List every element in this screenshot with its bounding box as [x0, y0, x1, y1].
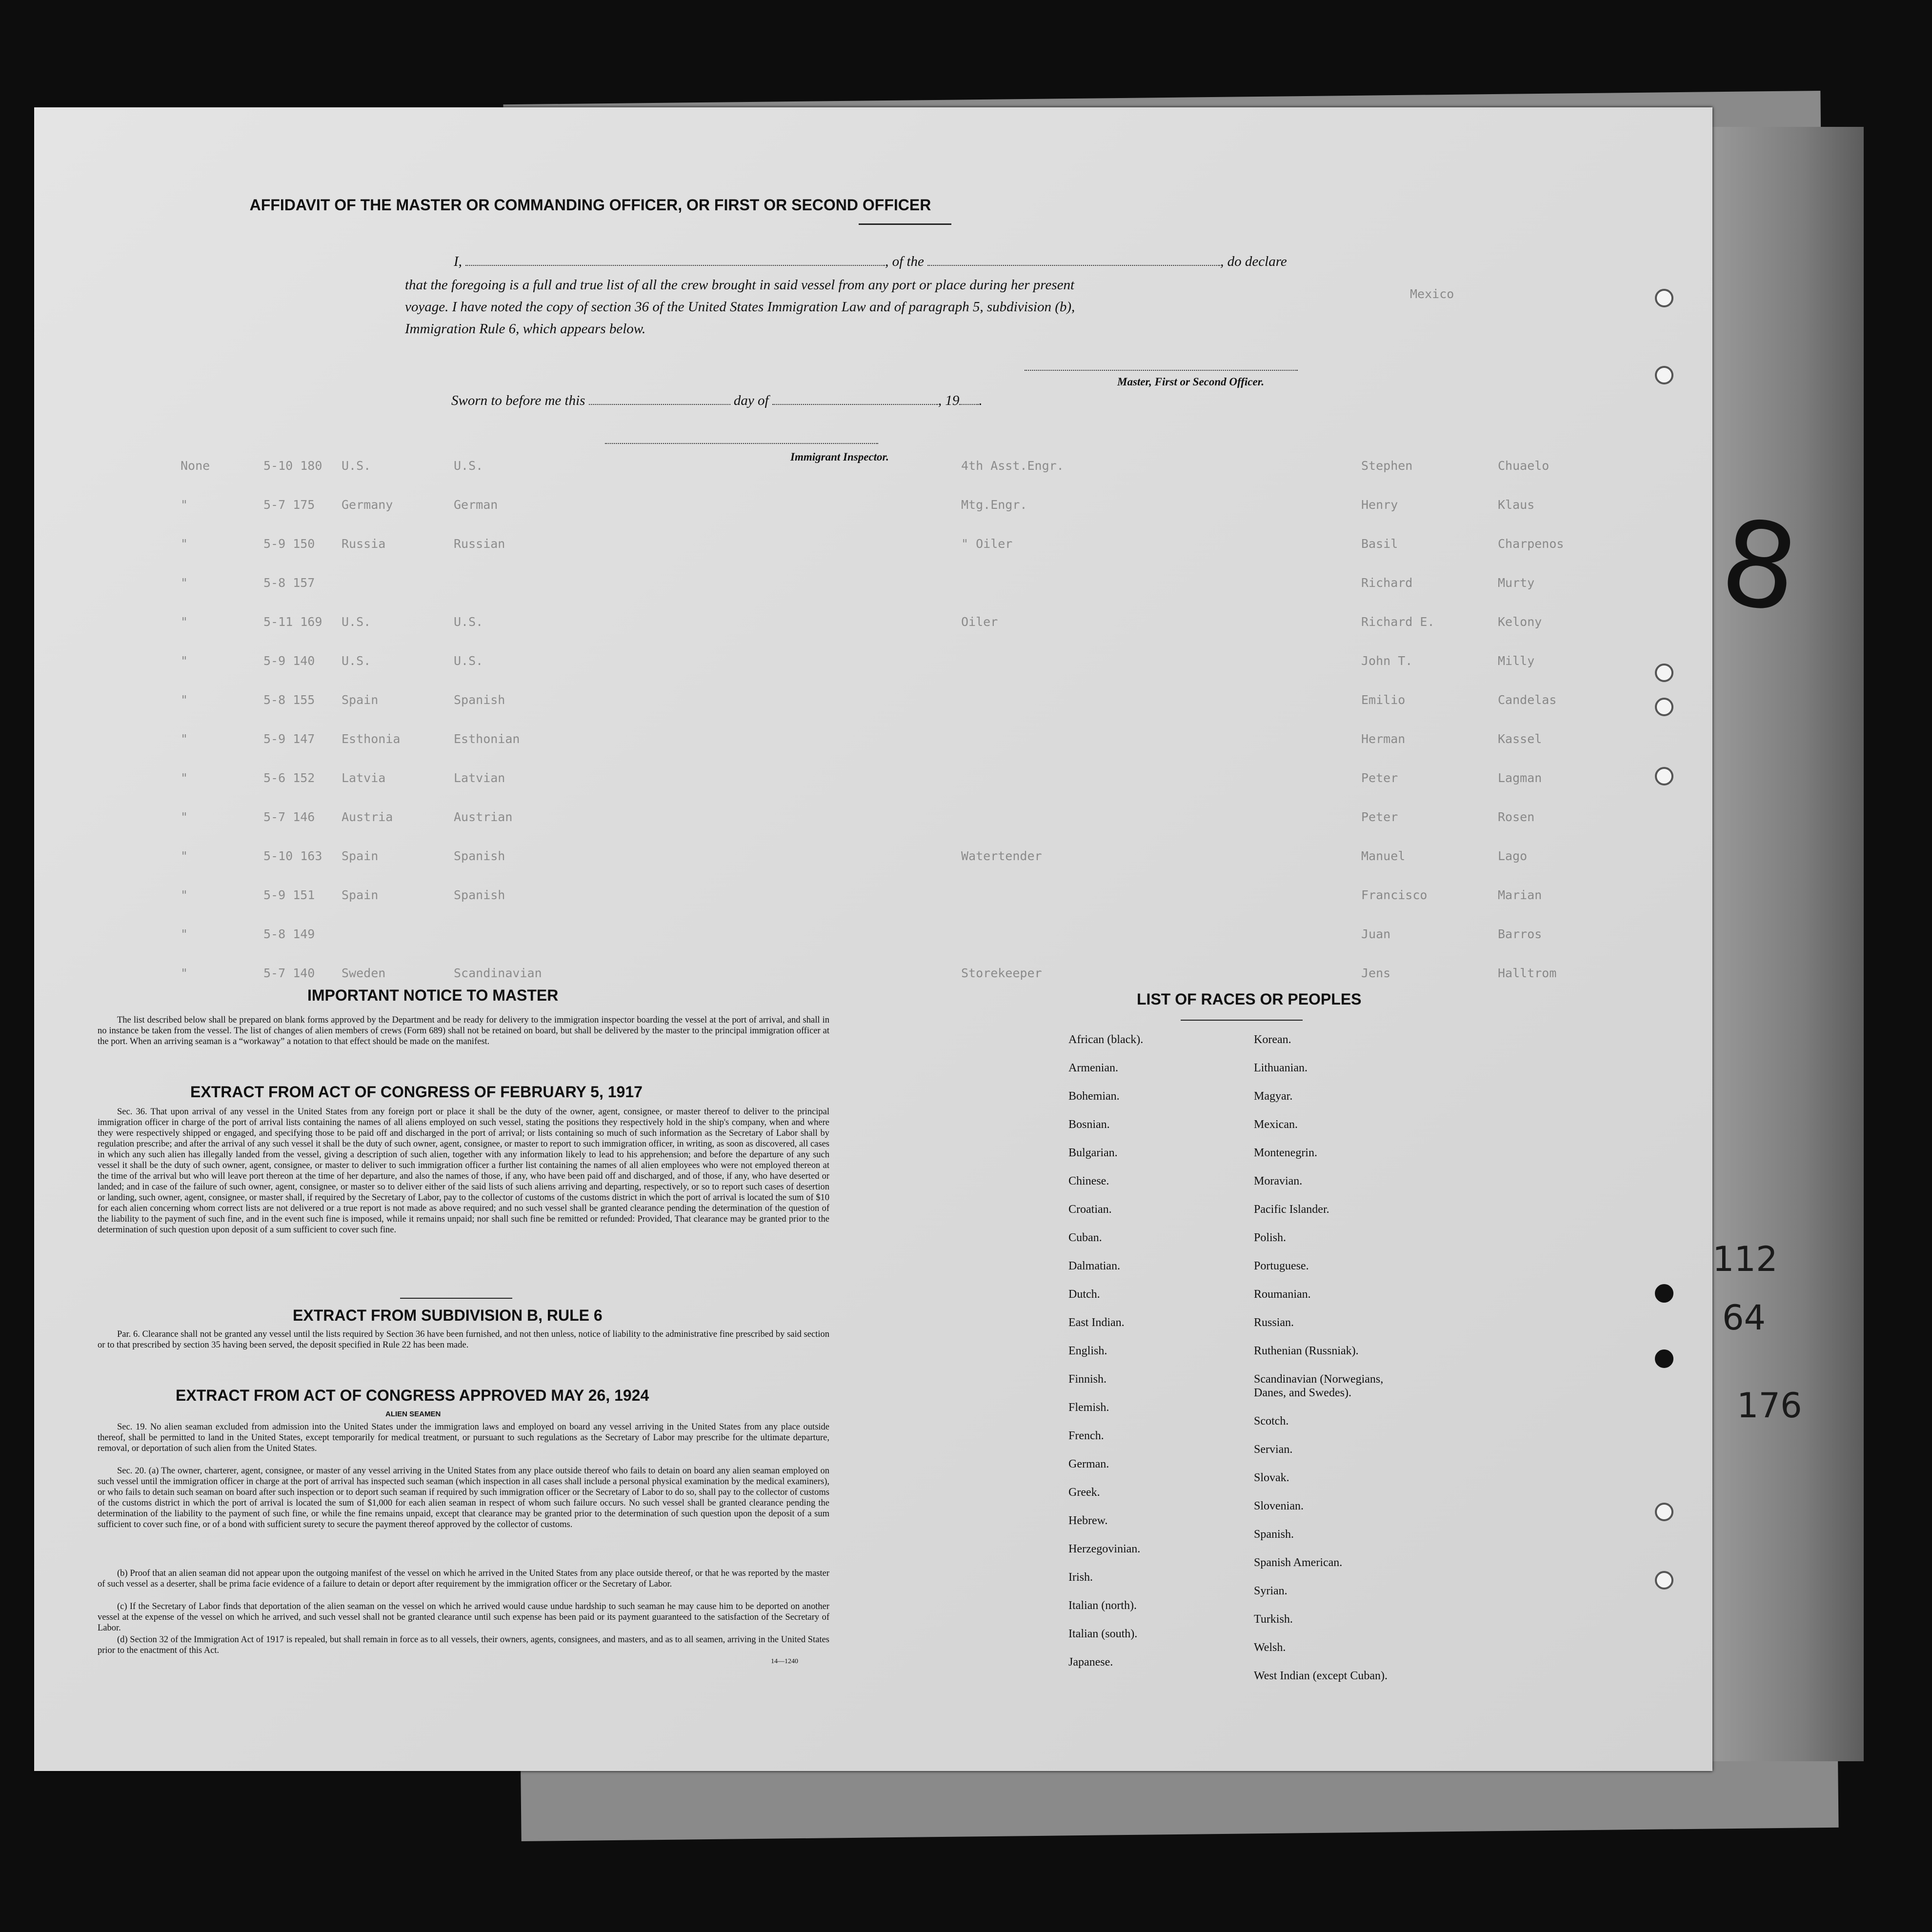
ghost-crew-cell: Barros — [1498, 927, 1542, 941]
ghost-crew-cell: 5-7 175 — [263, 498, 315, 512]
ghost-crew-cell: Spanish — [454, 693, 505, 707]
ghost-crew-cell: Scandinavian — [454, 966, 542, 980]
act-1924-title: EXTRACT FROM ACT OF CONGRESS APPROVED MAY 26, 1924 — [176, 1387, 649, 1404]
act-1924-subtitle: ALIEN SEAMEN — [385, 1410, 441, 1418]
ghost-crew-row — [181, 810, 1595, 829]
ghost-crew-cell: " — [181, 966, 188, 980]
ghost-crew-cell: Francisco — [1361, 888, 1428, 902]
binder-hole — [1655, 1349, 1673, 1368]
act-1917-title: EXTRACT FROM ACT OF CONGRESS OF FEBRUARY 5, 1917 — [190, 1083, 643, 1101]
race-entry: Ruthenian (Russniak). — [1254, 1345, 1359, 1357]
ghost-crew-cell: 5-11 169 — [263, 615, 322, 629]
ghost-crew-cell: Latvian — [454, 771, 505, 785]
handwritten-number: 8 — [1713, 493, 1806, 639]
month-blank — [772, 404, 938, 405]
ghost-crew-cell: 5-8 155 — [263, 693, 315, 707]
master-signature-blank — [1025, 370, 1298, 371]
ghost-crew-cell: Halltrom — [1498, 966, 1557, 980]
ghost-crew-cell: Rosen — [1498, 810, 1535, 824]
ghost-crew-cell: " — [181, 693, 188, 707]
race-entry: Korean. — [1254, 1033, 1291, 1046]
races-right-column — [1254, 1033, 1388, 1698]
ghost-crew-cell: Germany — [342, 498, 393, 512]
binder-hole — [1655, 1571, 1673, 1590]
ghost-crew-cell: U.S. — [342, 459, 371, 473]
ghost-crew-cell: Charpenos — [1498, 537, 1564, 551]
race-entry: Servian. — [1254, 1443, 1293, 1456]
ghost-crew-row — [181, 849, 1595, 868]
ghost-crew-cell: 5-9 150 — [263, 537, 315, 551]
margin-tally-2: 64 — [1722, 1298, 1766, 1338]
race-entry: Croatian. — [1068, 1203, 1112, 1216]
race-entry: Syrian. — [1254, 1585, 1288, 1597]
race-entry: Spanish. — [1254, 1528, 1294, 1541]
ghost-crew-cell: 5-7 140 — [263, 966, 315, 980]
ghost-crew-cell: " — [181, 537, 188, 551]
ghost-crew-cell: Peter — [1361, 771, 1398, 785]
race-entry: Slovenian. — [1254, 1500, 1304, 1512]
ghost-crew-row — [181, 576, 1595, 595]
race-entry: Irish. — [1068, 1571, 1093, 1584]
ghost-crew-cell: Jens — [1361, 966, 1391, 980]
ghost-crew-cell: Spain — [342, 849, 379, 863]
ghost-crew-cell: " — [181, 576, 188, 590]
inspector-signature-blank — [605, 443, 878, 444]
races-left-column — [1068, 1033, 1143, 1684]
ghost-crew-cell: Lago — [1498, 849, 1528, 863]
ghost-crew-row — [181, 888, 1595, 907]
race-entry: Chinese. — [1068, 1175, 1109, 1187]
binder-hole — [1655, 1503, 1673, 1521]
ghost-crew-cell: Candelas — [1498, 693, 1557, 707]
ghost-crew-cell: Oiler — [961, 615, 998, 629]
ghost-crew-row — [181, 927, 1595, 946]
ghost-crew-cell: Storekeeper — [961, 966, 1042, 980]
race-entry: Italian (north). — [1068, 1599, 1137, 1612]
ghost-crew-cell: Richard E. — [1361, 615, 1435, 629]
ghost-crew-cell: " — [181, 810, 188, 824]
race-entry: Portuguese. — [1254, 1260, 1309, 1272]
race-entry: Russian. — [1254, 1316, 1294, 1329]
race-entry: Danes, and Swedes). — [1254, 1387, 1351, 1399]
margin-tally-1: 112 — [1712, 1239, 1778, 1279]
race-entry: Scotch. — [1254, 1415, 1289, 1428]
ghost-crew-cell: None — [181, 459, 210, 473]
ghost-crew-cell: Stephen — [1361, 459, 1413, 473]
sworn-text: Sworn to before me this — [451, 393, 585, 408]
race-entry: Mexican. — [1254, 1118, 1298, 1131]
race-entry: Dalmatian. — [1068, 1260, 1120, 1272]
race-entry: Montenegrin. — [1254, 1147, 1317, 1159]
race-entry: French. — [1068, 1429, 1104, 1442]
ghost-crew-cell: Spanish — [454, 888, 505, 902]
affidavit-line-4: Immigration Rule 6, which appears below. — [405, 321, 646, 337]
notice-text: The list described below shall be prepared on blank forms approved by the Department and be ready for delivery to the immigration inspector boarding the vessel at the port of arrival, and shall in no instance be taken from the vessel. The list of changes of alien members of crews (Form 689) shall not be retained on board, but shall be delivered by the master to the principal immigration officer at the port. When an arriving seaman is a “workaway” a notation to that effect should be made on the manifest. — [98, 1015, 829, 1046]
ghost-crew-cell: U.S. — [342, 615, 371, 629]
ghost-crew-cell: 5-9 147 — [263, 732, 315, 746]
ghost-crew-cell: Klaus — [1498, 498, 1535, 512]
rule6-text: Par. 6. Clearance shall not be granted any vessel until the lists required by Section 36 have been furnished, and not then unless, notice of liability to the administrative fine prescribed by said section or to that prescribed by section 35 having been served, the deposit specified in Rule 22 has been made. — [98, 1329, 829, 1350]
ghost-crew-cell: Austrian — [454, 810, 513, 824]
act-1924-sec20c: (c) If the Secretary of Labor finds that deportation of the alien seaman on the vessel on which he arrived would cause undue hardship to such seaman he may cause him to be deported on another vessel at the expense of the vessel on which he arrived, and such vessel shall not be granted clearance until such expense has been paid or its payment guaranteed to the satisfaction of the Secretary of Labor. — [98, 1602, 829, 1633]
ghost-crew-cell: Chuaelo — [1498, 459, 1550, 473]
affidavit-line-2: that the foregoing is a full and true list of all the crew brought in said vessel from any port or place during her present — [405, 277, 1075, 293]
ghost-crew-cell: " — [181, 927, 188, 941]
race-entry: Greek. — [1068, 1486, 1100, 1499]
ghost-crew-cell: 4th Asst.Engr. — [961, 459, 1064, 473]
ghost-crew-cell: German — [454, 498, 498, 512]
ghost-crew-cell: Watertender — [961, 849, 1042, 863]
affidavit-title: AFFIDAVIT OF THE MASTER OR COMMANDING OFFICER, OR FIRST OR SECOND OFFICER — [249, 196, 931, 214]
act-1917-rule — [400, 1298, 512, 1299]
ghost-crew-cell: U.S. — [454, 654, 483, 668]
binder-hole — [1655, 698, 1673, 716]
race-entry: Hebrew. — [1068, 1514, 1108, 1527]
ghost-crew-row — [181, 654, 1595, 673]
ghost-crew-cell: Peter — [1361, 810, 1398, 824]
ghost-crew-cell: Herman — [1361, 732, 1406, 746]
ghost-crew-cell: Juan — [1361, 927, 1391, 941]
race-entry: Magyar. — [1254, 1090, 1293, 1103]
ghost-crew-cell: Spanish — [454, 849, 505, 863]
race-entry: Bohemian. — [1068, 1090, 1120, 1103]
ghost-crew-cell: Latvia — [342, 771, 386, 785]
race-entry: Flemish. — [1068, 1401, 1109, 1414]
ghost-crew-cell: Kassel — [1498, 732, 1542, 746]
affidavit-of-the: , of the — [885, 254, 924, 269]
act-1924-sec20b: (b) Proof that an alien seaman did not appear upon the outgoing manifest of the vessel on which he arrived in the United States from any place outside thereof, or that he was reported by the master of such vessel as a deserter, shall be prima facie evidence of a failure to detain or deport after requirement by the immigration officer or the Secretary of Labor. — [98, 1569, 829, 1589]
ghost-crew-cell: Murty — [1498, 576, 1535, 590]
ghost-crew-cell: Kelony — [1498, 615, 1542, 629]
affidavit-i: I, — [454, 254, 462, 269]
binder-hole — [1655, 366, 1673, 384]
ghost-crew-cell: 5-10 163 — [263, 849, 322, 863]
affidavit-page — [34, 107, 1712, 1771]
ghost-crew-cell: 5-9 151 — [263, 888, 315, 902]
affidavit-line-3: voyage. I have noted the copy of section 36 of the United States Immigration Law and of paragraph 5, subdivision (b), — [405, 299, 1075, 315]
ghost-crew-cell: U.S. — [454, 459, 483, 473]
day-blank — [589, 404, 730, 405]
ghost-crew-cell: 5-9 140 — [263, 654, 315, 668]
ghost-crew-cell: Basil — [1361, 537, 1398, 551]
form-number: 14—1240 — [771, 1658, 798, 1665]
ghost-crew-cell: Austria — [342, 810, 393, 824]
ghost-crew-row — [181, 498, 1595, 517]
margin-tally-3: 176 — [1737, 1386, 1802, 1426]
inspector-caption: Immigrant Inspector. — [790, 451, 889, 463]
ghost-crew-cell: Russia — [342, 537, 386, 551]
ghost-crew-cell: 5-10 180 — [263, 459, 322, 473]
ghost-crew-cell: 5-6 152 — [263, 771, 315, 785]
race-entry: Japanese. — [1068, 1656, 1113, 1669]
race-entry: German. — [1068, 1458, 1109, 1470]
race-entry: Italian (south). — [1068, 1628, 1138, 1640]
name-blank — [465, 265, 885, 266]
race-entry: Slovak. — [1254, 1471, 1289, 1484]
race-entry: Bulgarian. — [1068, 1147, 1118, 1159]
act-1924-sec20a: Sec. 20. (a) The owner, charterer, agent, consignee, or master of any vessel arriving in the United States from any place outside thereof who fails to detain on board any alien seaman employed on such vessel until the immigration officer in charge at the port of arrival has inspected such seaman (which inspection in all cases shall include a personal physical examination by the medical examiners), or who fails to detain such seaman on board after such inspection or to deport such seaman if required by such immigration officer or the Secretary of Labor to do so, shall pay to the collector of customs of the customs district in which the port of arrival is located the sum of $1,000 for each alien seaman in respect of whom such failure occurs. No such vessel shall be granted clearance pending the determination of the liability to the payment of such fine, or while the fine remains unpaid, except that clearance may be granted prior to the determination of such question upon the deposit of a sum sufficient to cover such fine, or of a bond with sufficient surety to secure the payment thereof approved by the collector of customs. — [98, 1466, 829, 1530]
affidavit-line-1 — [454, 254, 1287, 270]
ghost-crew-cell: Lagman — [1498, 771, 1542, 785]
ghost-crew-cell: Emilio — [1361, 693, 1406, 707]
race-entry: Spanish American. — [1254, 1556, 1343, 1569]
vessel-blank — [927, 265, 1220, 266]
binder-hole — [1655, 289, 1673, 307]
rule6-title: EXTRACT FROM SUBDIVISION B, RULE 6 — [293, 1307, 603, 1324]
act-1917-text: Sec. 36. That upon arrival of any vessel in the United States from any foreign port or place it shall be the duty of the owner, agent, consignee, or master thereof to deliver to the principal immigration officer in charge of the port of arrival lists containing the names of all aliens employed on such vessel, stating the positions they respectively hold in the ship's company, when and where they were respectively shipped or engaged, and specifying those to be paid off and discharged in the port of arrival; or lists containing so much of such information as the Secretary of Labor shall by regulation prescribe; and after the arrival of any such vessel it shall be the duty of such owner, agent, consignee, or master to report to such immigration officer, in writing, as soon as discovered, all cases in which any such alien has illegally landed from the vessel, giving a description of such alien, together with any information likely to lead to his apprehension; and before the departure of any such vessel it shall be the duty of such owner, agent, consignee, or master to deliver to such immigration officer a further list containing the names of all alien employees who were not employed thereon at the time of the arrival but who will leave port thereon at the time of her departure, and also the names of those, if any, who have been paid off and discharged, and of those, if any, who have deserted or landed; and in case of the failure of such owner, agent, consignee, or master so to deliver either of the said lists of such aliens arriving and departing, respectively, or so to report such cases of desertion or landing, such owner, agent, consignee, or master shall, if required by the Secretary of Labor, pay to the collector of customs of the customs district in which the port of arrival is located the sum of $10 for each alien concerning whom correct lists are not delivered or a true report is not made as above required; and no such vessel shall be granted clearance pending the determination of the question of the liability to the payment of such fine, and in the event such fine is imposed, while it remains unpaid; nor shall such fine be remitted or refunded: Provided, That clearance may be granted prior to the determination of such question upon deposit of a sum sufficient to cover such fine. — [98, 1107, 829, 1235]
race-entry: English. — [1068, 1345, 1107, 1357]
sworn-day-of: day of — [733, 393, 769, 408]
ghost-crew-row — [181, 615, 1595, 634]
ghost-crew-cell: U.S. — [342, 654, 371, 668]
race-entry: Welsh. — [1254, 1641, 1286, 1654]
ghost-crew-cell: " Oiler — [961, 537, 1013, 551]
race-entry: Pacific Islander. — [1254, 1203, 1329, 1216]
races-rule — [1181, 1020, 1303, 1021]
race-entry: Herzegovinian. — [1068, 1543, 1141, 1555]
ghost-crew-cell: Sweden — [342, 966, 386, 980]
race-entry: Dutch. — [1068, 1288, 1100, 1301]
ghost-crew-cell: Manuel — [1361, 849, 1406, 863]
ghost-crew-cell: " — [181, 498, 188, 512]
ghost-crew-cell: Esthonia — [342, 732, 401, 746]
race-entry: Cuban. — [1068, 1231, 1102, 1244]
race-entry: Finnish. — [1068, 1373, 1107, 1386]
race-entry: Moravian. — [1254, 1175, 1303, 1187]
affidavit-do-declare: , do declare — [1220, 254, 1287, 269]
ghost-crew-row — [181, 537, 1595, 556]
ghost-crew-cell: " — [181, 615, 188, 629]
ghost-crew-cell: Spain — [342, 888, 379, 902]
ghost-crew-cell: U.S. — [454, 615, 483, 629]
ghost-crew-cell: Russian — [454, 537, 505, 551]
year-blank — [959, 404, 979, 405]
ghost-crew-cell: " — [181, 849, 188, 863]
ghost-crew-cell: John T. — [1361, 654, 1413, 668]
ghost-crew-row — [181, 966, 1595, 986]
ghost-crew-cell: Richard — [1361, 576, 1413, 590]
ghost-crew-cell: " — [181, 732, 188, 746]
master-caption: Master, First or Second Officer. — [1117, 376, 1265, 388]
ghost-crew-cell: Milly — [1498, 654, 1535, 668]
ghost-crew-cell: 5-7 146 — [263, 810, 315, 824]
sworn-line — [451, 393, 983, 409]
race-entry: Scandinavian (Norwegians, — [1254, 1373, 1384, 1386]
sworn-end: . — [979, 393, 983, 408]
race-entry: Polish. — [1254, 1231, 1287, 1244]
ghost-crew-cell: Mtg.Engr. — [961, 498, 1027, 512]
ghost-crew-cell: 5-8 157 — [263, 576, 315, 590]
race-entry: Turkish. — [1254, 1613, 1293, 1626]
ghost-crew-cell: Spain — [342, 693, 379, 707]
notice-title: IMPORTANT NOTICE TO MASTER — [307, 986, 559, 1004]
ghost-crew-row — [181, 693, 1595, 712]
ghost-crew-row — [181, 771, 1595, 790]
ghost-crew-cell: Esthonian — [454, 732, 520, 746]
race-entry: African (black). — [1068, 1033, 1144, 1046]
race-entry: Lithuanian. — [1254, 1062, 1308, 1074]
ghost-crew-row — [181, 732, 1595, 751]
title-rule — [859, 223, 951, 225]
act-1924-sec19: Sec. 19. No alien seaman excluded from admission into the United States under the immigration laws and employed on board any vessel arriving in the United States from any place outside thereof, shall be permitted to land in the United States, except temporarily for medical treatment, or pursuant to such regulations as the Secretary of Labor may prescribe for the ultimate departure, removal, or deportation of such alien from the United States. — [98, 1422, 829, 1453]
binder-hole — [1655, 767, 1673, 785]
race-entry: Bosnian. — [1068, 1118, 1110, 1131]
ghost-crew-cell: " — [181, 654, 188, 668]
ghost-crew-cell: 5-8 149 — [263, 927, 315, 941]
races-title: LIST OF RACES OR PEOPLES — [1137, 990, 1362, 1008]
ghost-crew-cell: " — [181, 771, 188, 785]
ghost-crew-cell: Marian — [1498, 888, 1542, 902]
act-1924-sec20d: (d) Section 32 of the Immigration Act of 1917 is repealed, but shall remain in force as to all vessels, their owners, agents, consignees, and masters, and as to all seamen, arriving in the United States prior to the enactment of this Act. — [98, 1635, 829, 1655]
ghost-mexico: Mexico — [1410, 287, 1454, 301]
race-entry: Roumanian. — [1254, 1288, 1311, 1301]
ghost-crew-cell: Henry — [1361, 498, 1398, 512]
binder-hole — [1655, 664, 1673, 682]
race-entry: Armenian. — [1068, 1062, 1118, 1074]
sworn-year-prefix: , 19 — [938, 393, 960, 408]
binder-hole — [1655, 1284, 1673, 1303]
race-entry: West Indian (except Cuban). — [1254, 1670, 1388, 1682]
race-entry: East Indian. — [1068, 1316, 1125, 1329]
ghost-crew-cell: " — [181, 888, 188, 902]
